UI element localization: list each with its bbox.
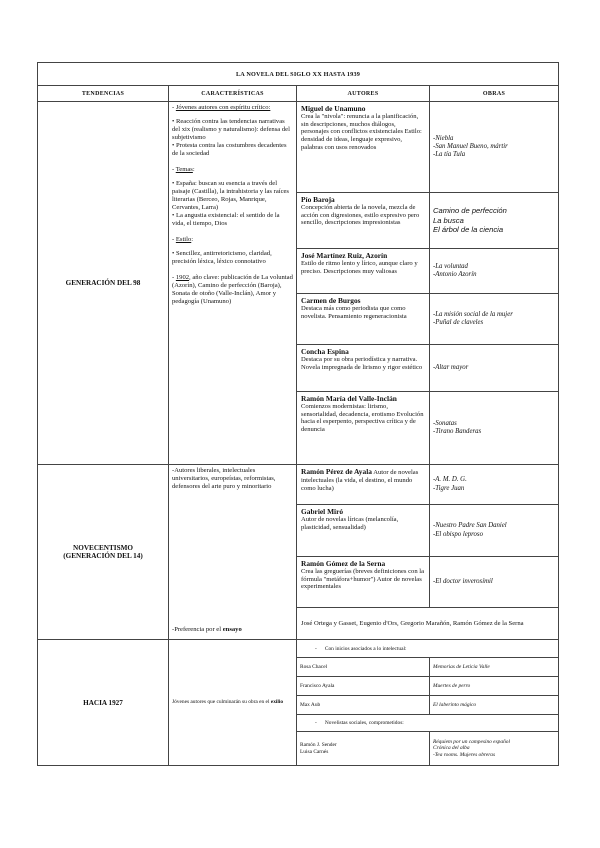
works-gomez-de-la-serna: -El doctor inverosímil: [430, 557, 559, 608]
works-burgos: -La misión social de la mujer -Puñal de claveles: [430, 294, 559, 345]
tendency-novecentismo: NOVECENTISMO (GENERACIÓN DEL 14): [38, 465, 169, 640]
table-row: [38, 640, 559, 658]
char-bullet: • La angustia existencial: el sentido de la vida, el tiempo, Dios: [172, 212, 280, 227]
author-perez-de-ayala: Ramón Pérez de Ayala Autor de novelas intelectuales (la vida, el destino, el mundo como lucha): [297, 465, 430, 505]
header-tendencias: TENDENCIAS: [38, 86, 169, 102]
char-bullet: • Reacción contra las tendencias narrativas del xix (realismo y naturalismo): defensa del subjetivismo: [172, 118, 290, 141]
works-miro: -Nuestro Padre San Daniel -El obispo leproso: [430, 505, 559, 557]
literature-table: [37, 62, 559, 766]
characteristics-g98: [169, 102, 297, 465]
table-row: [38, 465, 559, 505]
works-ayala: Muertes de perro: [430, 677, 559, 696]
table-row: [38, 102, 559, 193]
works-unamuno: -Niebla -San Manuel Bueno, mártir -La tía Tula: [430, 102, 559, 193]
works-aub: El laberinto mágico: [430, 696, 559, 715]
tendency-g98: GENERACIÓN DEL 98: [38, 102, 169, 465]
author-unamuno: Miguel de Unamuno Crea la "nivola": renuncia a la planificación, sin descripciones, muchos diálogos, personajes con conflictos existenciales Estilo: densidad de ideas, lenguaje expresivo, palabras con usos renovados: [297, 102, 430, 193]
char-bullet: • Sencillez, antirretoricismo, claridad, precisión léxica, léxico connotativo: [172, 250, 272, 265]
author-miro: Gabriel Miró Autor de novelas líricas (melancolía, plasticidad, sensualidad): [297, 505, 430, 557]
header-autores: AUTORES: [297, 86, 430, 102]
author-espina: Concha Espina Destaca por su obra periodística y narrativa. Novela impregnada de lirismo y rigor estético: [297, 345, 430, 392]
works-perez-de-ayala: -A. M. D. G. -Tigre Juan: [430, 465, 559, 505]
subheading-social: - Novelistas sociales, comprometidos:: [297, 715, 559, 732]
char-essay: -Preferencia por el ensayo: [172, 626, 242, 633]
author-aub: Max Aub: [297, 696, 430, 715]
works-baroja: Camino de perfección La busca El árbol de la ciencia: [430, 193, 559, 249]
author-chacel: Rosa Chacel: [297, 658, 430, 677]
author-valle-inclan: Ramón María del Valle-Inclán Comienzos modernistas: lirismo, sensorialidad, decadencia, erotismo Evolución hacia el esperpento, perspectiva crítica y de denuncia: [297, 392, 430, 465]
characteristics-novecentismo: -Autores liberales, intelectuales universitarios, europeístas, reformistas, defensores del arte puro y minoritario -Preferencia por el ensayo: [169, 465, 297, 640]
subheading-intellectual: - Con inicios asociados a lo intelectual:: [297, 640, 559, 658]
works-chacel: Memorias de Leticia Valle: [430, 658, 559, 677]
works-azorin: -La voluntad -Antonio Azorín: [430, 249, 559, 294]
works-valle-inclan: -Sonatas -Tirano Banderas: [430, 392, 559, 465]
works-social: Réquiem por un campesino español Crónica del alba -Tea rooms. Mujeres obreras: [430, 732, 559, 766]
char-heading: - Estilo:: [172, 236, 194, 243]
characteristics-1927: Jóvenes autores que culminarán su obra en el exilio: [169, 640, 297, 766]
char-heading: - Jóvenes autores con espíritu crítico:: [172, 104, 271, 111]
char-bullet: • Protesta contra las costumbres decadentes de la sociedad: [172, 142, 287, 157]
authors-social: Ramón J. Sender Luisa Carnés: [297, 732, 430, 766]
header-obras: OBRAS: [430, 86, 559, 102]
author-ayala: Francisco Ayala: [297, 677, 430, 696]
author-baroja: Pío Baroja Concepción abierta de la novela, mezcla de acción con digresiones, estilo expresivo pero sencillo, descripciones impresionistas: [297, 193, 430, 249]
author-gomez-de-la-serna: Ramón Gómez de la Serna Crea las greguerías (breves definiciones con la fórmula "metáfora+humor") Autor de novelas experimentales: [297, 557, 430, 608]
tendency-1927: HACIA 1927: [38, 640, 169, 766]
author-azorin: José Martínez Ruiz, Azorín Estilo de ritmo lento y lírico, aunque claro y preciso. Descripciones muy valiosas: [297, 249, 430, 294]
header-row: [38, 86, 559, 102]
char-year-note: - 1902, año clave: publicación de La voluntad (Azorín), Camino de perfección (Baroja), Sonata de otoño (Valle-Inclán), Amor y pedagogía (Unamuno): [172, 274, 293, 305]
char-bullet: • España: buscan su esencia a través del paisaje (Castilla), la intrahistoria y las raíces literarias (Berceo, Rojas, Manrique, Cervantes, Larra): [172, 180, 289, 211]
char-heading: - Temas:: [172, 166, 195, 173]
title-row: [38, 63, 559, 86]
other-authors-novecentismo: José Ortega y Gasset, Eugenio d'Ors, Gregorio Marañón, Ramón Gómez de la Serna: [297, 608, 559, 640]
author-burgos: Carmen de Burgos Destaca más como periodista que como novelista. Pensamiento regeneracionista: [297, 294, 430, 345]
document-page: [37, 62, 558, 766]
table-title: LA NOVELA DEL SIGLO XX HASTA 1939: [38, 63, 559, 86]
works-espina: -Altar mayor: [430, 345, 559, 392]
header-caracteristicas: CARACTERÍSTICAS: [169, 86, 297, 102]
